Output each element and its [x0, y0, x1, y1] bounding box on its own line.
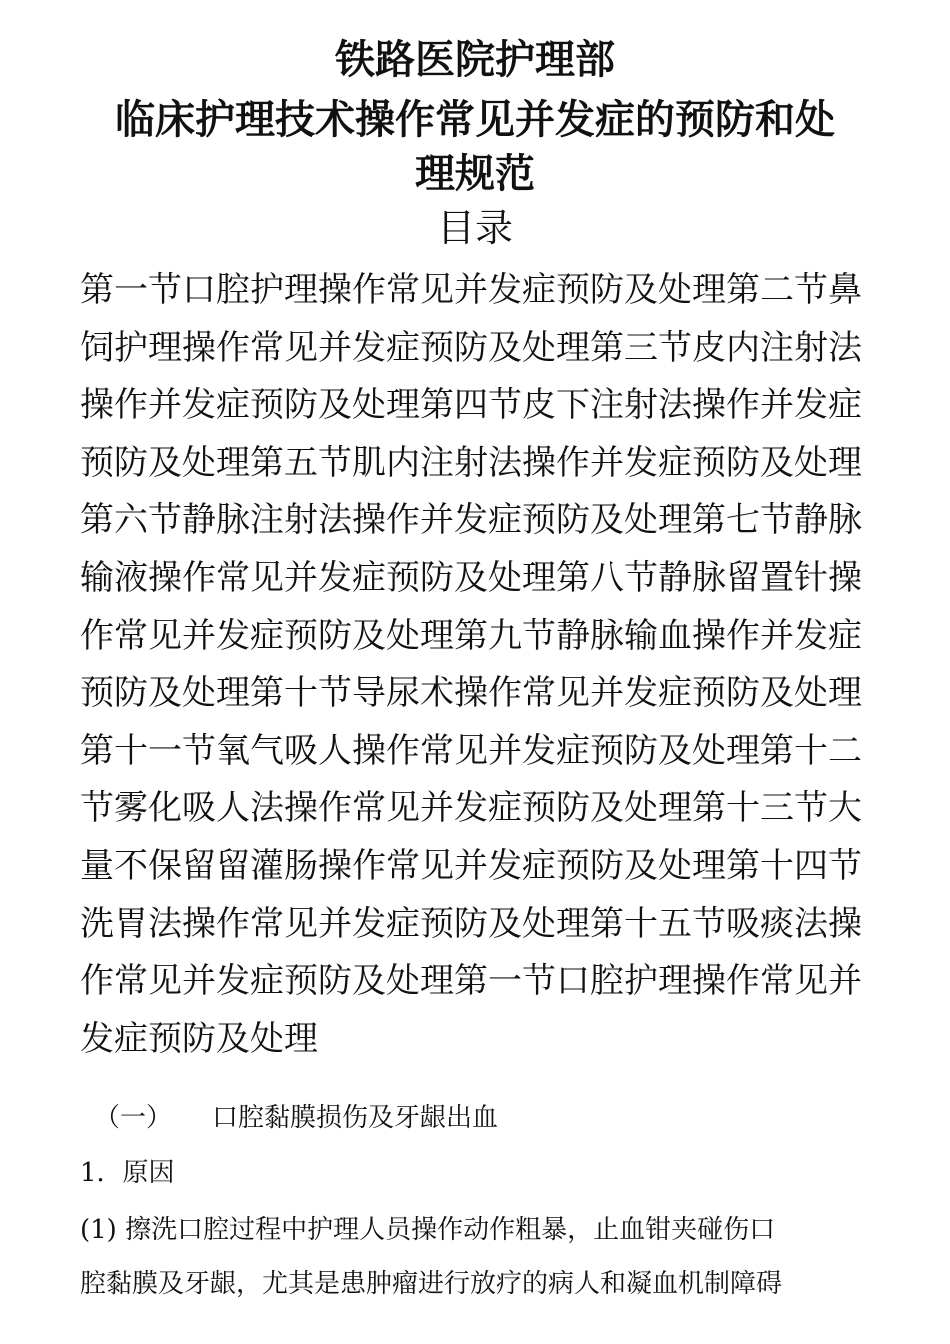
toc-line: 输液操作常见并发症预防及处理第八节静脉留置针操 [80, 557, 862, 598]
toc-line: 洗胃法操作常见并发症预防及处理第十五节吸痰法操 [80, 903, 862, 944]
toc-line: 预防及处理第五节肌内注射法操作并发症预防及处理 [80, 442, 862, 483]
paragraph-line: 腔黏膜及牙龈，尤其是患肿瘤进行放疗的病人和凝血机制障碍 [80, 1269, 783, 1299]
toc-line: 第一节口腔护理操作常见并发症预防及处理第二节鼻 [80, 270, 862, 310]
toc-body [80, 262, 870, 1068]
toc-line: 饲护理操作常见并发症预防及处理第三节皮内注射法 [80, 327, 862, 368]
org-title: 铁路医院护理部 [335, 37, 615, 83]
section-heading [80, 1098, 870, 1138]
toc-line: 节雾化吸人法操作常见并发症预防及处理第十三节大 [80, 788, 862, 829]
toc-line: 预防及处理第十节导尿术操作常见并发症预防及处理 [80, 673, 862, 714]
cause-heading: 1．原因 [80, 1158, 175, 1188]
main-title-line-2: 理规范 [415, 151, 535, 197]
toc-heading: 目录 [436, 206, 513, 250]
section-number: （一） [94, 1103, 173, 1133]
body-paragraph [80, 1203, 870, 1311]
paragraph-line: (1) 擦洗口腔过程中护理人员操作动作粗暴，止血钳夹碰伤口 [80, 1215, 776, 1245]
toc-line: 操作并发症预防及处理第四节皮下注射法操作并发症 [80, 385, 862, 426]
toc-line: 第十一节氧气吸人操作常见并发症预防及处理第十二 [80, 730, 862, 771]
toc-line: 量不保留留灌肠操作常见并发症预防及处理第十四节 [80, 845, 862, 886]
toc-line: 作常见并发症预防及处理第一节口腔护理操作常见并 [80, 961, 862, 1002]
main-title-line-1: 临床护理技术操作常见并发症的预防和处 [115, 97, 835, 143]
section-title: 口腔黏膜损伤及牙龈出血 [212, 1103, 499, 1133]
toc-line: 发症预防及处理 [80, 1018, 318, 1059]
toc-line: 第六节静脉注射法操作并发症预防及处理第七节静脉 [80, 500, 862, 541]
toc-line: 作常见并发症预防及处理第九节静脉输血操作并发症 [80, 615, 862, 656]
